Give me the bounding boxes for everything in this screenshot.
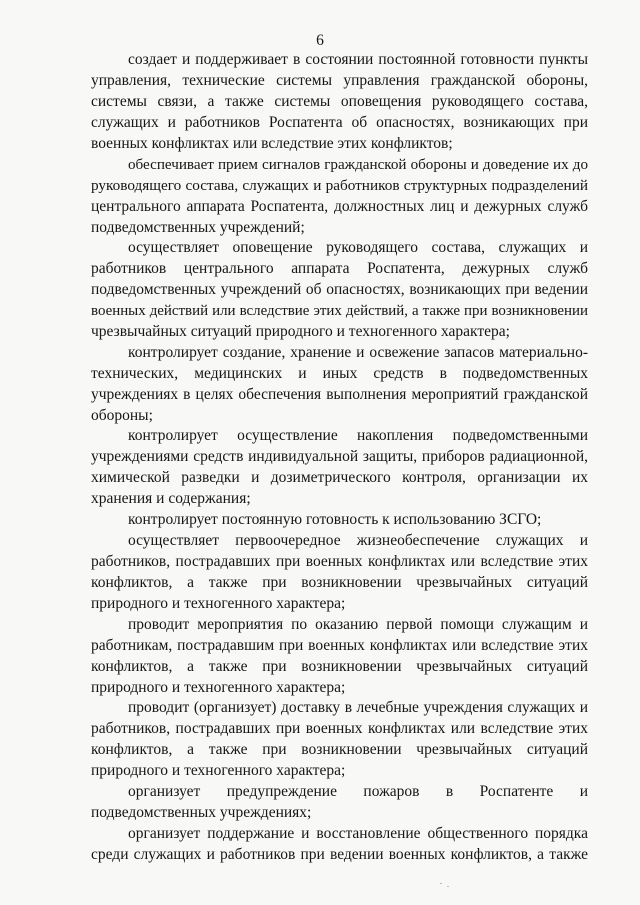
text-line: обороны; bbox=[91, 407, 153, 424]
text-line: осуществляет первоочередное жизнеобеспечение служащих и bbox=[128, 532, 588, 549]
text-line: проводит (организует) доставку в лечебные учреждения служащих и bbox=[128, 699, 588, 716]
text-line: контролирует осуществление накопления подведомственными bbox=[128, 427, 588, 444]
text-line: служащих и работников Роспатента об опасностях, возникающих при bbox=[91, 114, 588, 131]
text-line: природного и техногенного характера; bbox=[91, 679, 346, 696]
text-line: центрального аппарата Роспатента, должностных лиц и дежурных служб bbox=[91, 198, 588, 215]
text-line: работников центрального аппарата Роспатента, дежурных служб bbox=[91, 260, 588, 277]
text-line: работников, пострадавших при военных конфликтах или вследствие этих bbox=[91, 720, 588, 737]
text-line: учреждениями средств индивидуальной защиты, приборов радиационной, bbox=[91, 448, 588, 465]
text-line: конфликтов, а также при возникновении чрезвычайных ситуаций bbox=[91, 741, 588, 758]
text-line: военных действий или вследствие этих действий, а также при возникновении bbox=[91, 303, 588, 319]
text-line: природного и техногенного характера; bbox=[91, 595, 346, 612]
text-line: организует предупреждение пожаров в Роспатенте и bbox=[128, 783, 588, 800]
scan-speck bbox=[447, 886, 449, 887]
text-line: подведомственных учреждениях; bbox=[91, 804, 312, 821]
text-line: работников, пострадавших при военных конфликтах или вследствие этих bbox=[91, 553, 588, 570]
text-line: подведомственных учреждений об опасностях, возникающих при ведении bbox=[91, 281, 588, 298]
text-line: контролирует создание, хранение и освежение запасов материально- bbox=[128, 344, 588, 361]
scan-speck bbox=[440, 883, 442, 884]
text-line: хранения и содержания; bbox=[91, 490, 251, 507]
text-line: обеспечивает прием сигналов гражданской обороны и доведение их до bbox=[128, 157, 588, 173]
text-line: технических, медицинских и иных средств в подведомственных bbox=[91, 365, 588, 382]
text-line: конфликтов, а также при возникновении чрезвычайных ситуаций bbox=[91, 658, 588, 675]
text-line: чрезвычайных ситуаций природного и техногенного характера; bbox=[91, 323, 510, 340]
text-line: руководящего состава, служащих и работников структурных подразделений bbox=[91, 177, 588, 194]
text-line: подведомственных учреждений; bbox=[91, 219, 305, 236]
text-line: системы связи, а также системы оповещения руководящего состава, bbox=[91, 93, 588, 110]
text-line: контролирует постоянную готовность к использованию ЗСГО; bbox=[128, 511, 542, 528]
text-line: осуществляет оповещение руководящего состава, служащих и bbox=[128, 239, 588, 256]
text-line: управления, технические системы управления гражданской обороны, bbox=[91, 72, 588, 89]
text-line: конфликтов, а также при возникновении чрезвычайных ситуаций bbox=[91, 574, 588, 591]
text-line: создает и поддерживает в состоянии постоянной готовности пункты bbox=[128, 51, 588, 68]
text-line: организует поддержание и восстановление общественного порядка bbox=[128, 825, 588, 842]
text-line: военных конфликтах или вследствие этих конфликтов; bbox=[91, 135, 453, 152]
text-line: учреждениях в целях обеспечения выполнения мероприятий гражданской bbox=[91, 386, 588, 403]
text-line: природного и техногенного характера; bbox=[91, 762, 346, 779]
page-number: 6 bbox=[316, 32, 324, 49]
text-line: среди служащих и работников при ведении военных конфликтов, а также bbox=[91, 846, 588, 863]
text-line: проводит мероприятия по оказанию первой помощи служащим и bbox=[128, 616, 588, 633]
text-line: химической разведки и дозиметрического контроля, организации их bbox=[91, 469, 588, 486]
text-line: работникам, пострадавшим при военных конфликтах или вследствие этих bbox=[91, 637, 588, 654]
